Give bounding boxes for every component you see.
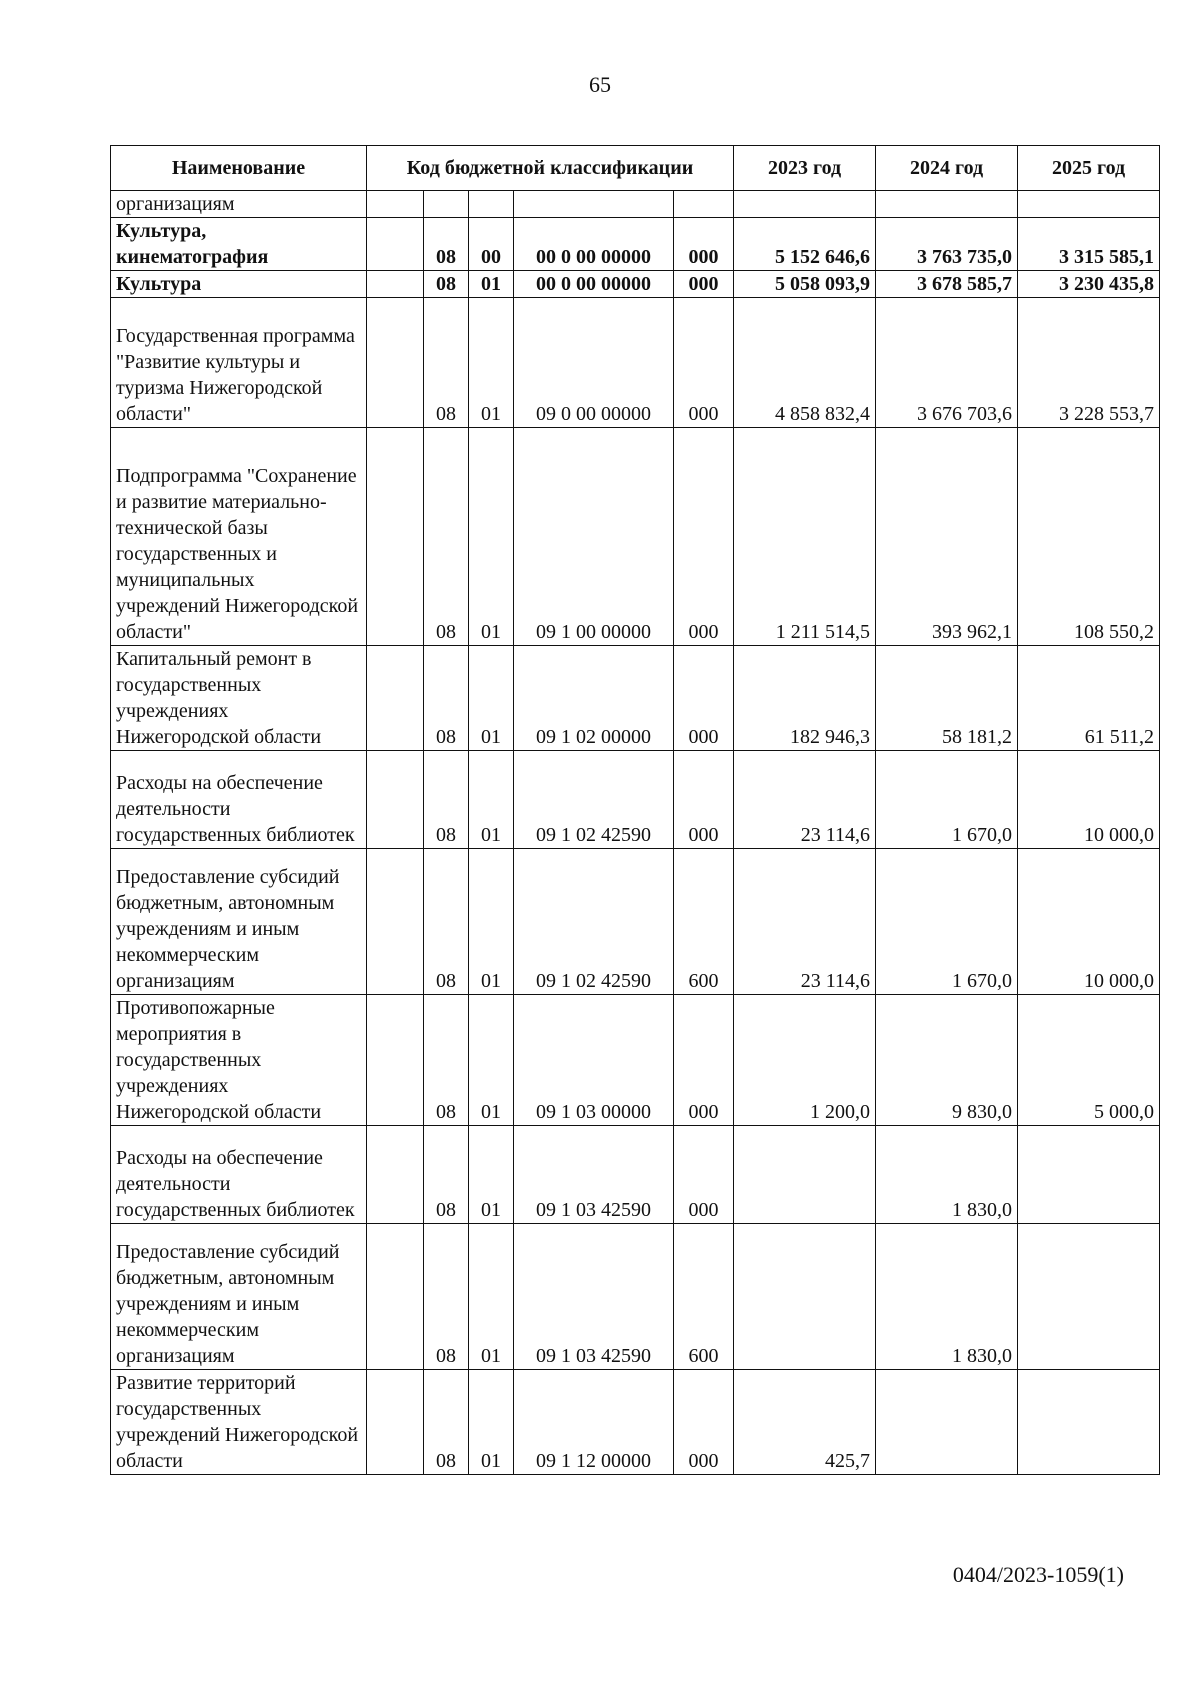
- table-cell-2024: 1 830,0: [876, 1224, 1018, 1370]
- table-row: [111, 751, 1160, 849]
- table-cell-2025: 61 511,2: [1018, 646, 1160, 751]
- table-cell-code-type: 000: [674, 1370, 734, 1475]
- table-cell-code-section: 08: [424, 271, 469, 298]
- table-row: [111, 218, 1160, 271]
- table-cell-name: Развитие территорий государственных учреждений Нижегородской области: [111, 1370, 367, 1475]
- table-cell-2025: 3 230 435,8: [1018, 271, 1160, 298]
- table-cell-code-target: 09 1 02 42590: [514, 849, 674, 995]
- table-cell-code-target: 09 1 12 00000: [514, 1370, 674, 1475]
- table-cell-code-1: [367, 218, 424, 271]
- table-cell-code-1: [367, 995, 424, 1126]
- page-number: 65: [589, 72, 611, 97]
- table-cell-code-section: [424, 191, 469, 218]
- table-cell-code-target: 09 1 03 42590: [514, 1126, 674, 1224]
- table-cell-code-subsection: 01: [469, 298, 514, 428]
- table-cell-2024: 58 181,2: [876, 646, 1018, 751]
- table-row: [111, 271, 1160, 298]
- table-cell-code-type: 000: [674, 1126, 734, 1224]
- table-cell-code-1: [367, 428, 424, 646]
- table-cell-code-target: 09 1 00 00000: [514, 428, 674, 646]
- header-2025: 2025 год: [1018, 146, 1160, 191]
- table-cell-2023: 1 211 514,5: [734, 428, 876, 646]
- table-cell-code-1: [367, 1224, 424, 1370]
- table-cell-name: Предоставление субсидий бюджетным, автономным учреждениям и иным некоммерческим организациям: [111, 1224, 367, 1370]
- budget-table: [110, 145, 1160, 1475]
- table-cell-2024: 3 678 585,7: [876, 271, 1018, 298]
- table-cell-2023: 23 114,6: [734, 849, 876, 995]
- table-cell-2023: [734, 1126, 876, 1224]
- table-cell-code-type: 600: [674, 1224, 734, 1370]
- table-cell-2025: 3 315 585,1: [1018, 218, 1160, 271]
- table-cell-code-section: 08: [424, 1126, 469, 1224]
- table-cell-code-type: 000: [674, 271, 734, 298]
- table-row: [111, 1126, 1160, 1224]
- table-cell-2025: 10 000,0: [1018, 751, 1160, 849]
- table-cell-2024: 9 830,0: [876, 995, 1018, 1126]
- table-row: [111, 995, 1160, 1126]
- table-cell-2024: 1 670,0: [876, 849, 1018, 995]
- table-cell-2023: 23 114,6: [734, 751, 876, 849]
- table-cell-2023: 5 152 646,6: [734, 218, 876, 271]
- table-cell-2025: [1018, 1370, 1160, 1475]
- table-cell-code-type: 000: [674, 428, 734, 646]
- table-cell-2025: 5 000,0: [1018, 995, 1160, 1126]
- table-cell-name: Предоставление субсидий бюджетным, автономным учреждениям и иным некоммерческим организациям: [111, 849, 367, 995]
- table-cell-code-type: 000: [674, 218, 734, 271]
- table-row: [111, 1224, 1160, 1370]
- table-cell-code-target: 09 1 03 42590: [514, 1224, 674, 1370]
- table-cell-code-subsection: 01: [469, 1224, 514, 1370]
- table-cell-code-1: [367, 271, 424, 298]
- table-cell-2023: [734, 191, 876, 218]
- table-cell-code-target: 00 0 00 00000: [514, 218, 674, 271]
- table-cell-2024: 1 670,0: [876, 751, 1018, 849]
- table-cell-code-subsection: 01: [469, 1126, 514, 1224]
- table-cell-code-target: [514, 191, 674, 218]
- table-cell-2023: 5 058 093,9: [734, 271, 876, 298]
- table-cell-code-1: [367, 751, 424, 849]
- table-cell-name: Подпрограмма "Сохранение и развитие материально-технической базы государственных и муниципальных учреждений Нижегородской области": [111, 428, 367, 646]
- table-row: [111, 1370, 1160, 1475]
- table-cell-code-type: [674, 191, 734, 218]
- table-row: [111, 849, 1160, 995]
- table-cell-code-subsection: 01: [469, 751, 514, 849]
- table-cell-code-subsection: 01: [469, 271, 514, 298]
- table-cell-code-type: 000: [674, 298, 734, 428]
- header-code: Код бюджетной классификации: [367, 146, 734, 191]
- table-cell-2025: 108 550,2: [1018, 428, 1160, 646]
- table-cell-name: Капитальный ремонт в государственных учреждениях Нижегородской области: [111, 646, 367, 751]
- table-cell-code-target: 09 1 03 00000: [514, 995, 674, 1126]
- table-cell-code-section: 08: [424, 1370, 469, 1475]
- table-cell-2024: [876, 191, 1018, 218]
- table-cell-code-section: 08: [424, 218, 469, 271]
- table-header-row: [111, 146, 1160, 191]
- table-cell-2024: 1 830,0: [876, 1126, 1018, 1224]
- table-cell-code-type: 000: [674, 646, 734, 751]
- table-cell-2023: 425,7: [734, 1370, 876, 1475]
- table-cell-code-section: 08: [424, 849, 469, 995]
- table-cell-code-subsection: 01: [469, 849, 514, 995]
- table-cell-2024: 393 962,1: [876, 428, 1018, 646]
- table-cell-2024: 3 676 703,6: [876, 298, 1018, 428]
- table-cell-code-1: [367, 1370, 424, 1475]
- table-cell-code-target: 09 1 02 00000: [514, 646, 674, 751]
- table-cell-code-subsection: 01: [469, 428, 514, 646]
- table-cell-code-1: [367, 849, 424, 995]
- table-cell-code-subsection: 01: [469, 1370, 514, 1475]
- table-cell-2024: [876, 1370, 1018, 1475]
- document-id: 0404/2023-1059(1): [952, 1562, 1124, 1587]
- table-cell-name: Расходы на обеспечение деятельности государственных библиотек: [111, 1126, 367, 1224]
- table-cell-2023: 182 946,3: [734, 646, 876, 751]
- table-cell-2025: [1018, 191, 1160, 218]
- table-cell-code-subsection: 01: [469, 646, 514, 751]
- table-cell-code-section: 08: [424, 995, 469, 1126]
- table-cell-2023: 4 858 832,4: [734, 298, 876, 428]
- header-2024: 2024 год: [876, 146, 1018, 191]
- table-cell-code-section: 08: [424, 1224, 469, 1370]
- table-cell-code-1: [367, 298, 424, 428]
- table-cell-code-1: [367, 646, 424, 751]
- table-cell-code-target: 09 0 00 00000: [514, 298, 674, 428]
- header-name: Наименование: [111, 146, 367, 191]
- table-cell-code-section: 08: [424, 298, 469, 428]
- table-cell-2025: [1018, 1224, 1160, 1370]
- table-cell-2024: 3 763 735,0: [876, 218, 1018, 271]
- header-2023: 2023 год: [734, 146, 876, 191]
- table-cell-code-subsection: 01: [469, 995, 514, 1126]
- table-cell-code-section: 08: [424, 751, 469, 849]
- table-cell-code-section: 08: [424, 646, 469, 751]
- table-cell-code-1: [367, 1126, 424, 1224]
- table-cell-name: Расходы на обеспечение деятельности государственных библиотек: [111, 751, 367, 849]
- table-cell-name: Противопожарные мероприятия в государственных учреждениях Нижегородской области: [111, 995, 367, 1126]
- table-cell-name: Государственная программа "Развитие культуры и туризма Нижегородской области": [111, 298, 367, 428]
- table-cell-code-1: [367, 191, 424, 218]
- table-cell-code-type: 000: [674, 995, 734, 1126]
- table-row: [111, 646, 1160, 751]
- table-cell-name: Культура: [111, 271, 367, 298]
- table-cell-name: организациям: [111, 191, 367, 218]
- table-cell-code-subsection: 00: [469, 218, 514, 271]
- table-cell-2025: 10 000,0: [1018, 849, 1160, 995]
- table-cell-name: Культура, кинематография: [111, 218, 367, 271]
- table-cell-code-subsection: [469, 191, 514, 218]
- table-row: [111, 191, 1160, 218]
- table-cell-2023: [734, 1224, 876, 1370]
- table-row: [111, 298, 1160, 428]
- table-row: [111, 428, 1160, 646]
- table-cell-code-type: 000: [674, 751, 734, 849]
- table-cell-code-type: 600: [674, 849, 734, 995]
- table-body: [111, 191, 1160, 1475]
- table-cell-code-section: 08: [424, 428, 469, 646]
- table-cell-2025: 3 228 553,7: [1018, 298, 1160, 428]
- table-cell-2025: [1018, 1126, 1160, 1224]
- table-cell-code-target: 00 0 00 00000: [514, 271, 674, 298]
- table-cell-code-target: 09 1 02 42590: [514, 751, 674, 849]
- table-cell-2023: 1 200,0: [734, 995, 876, 1126]
